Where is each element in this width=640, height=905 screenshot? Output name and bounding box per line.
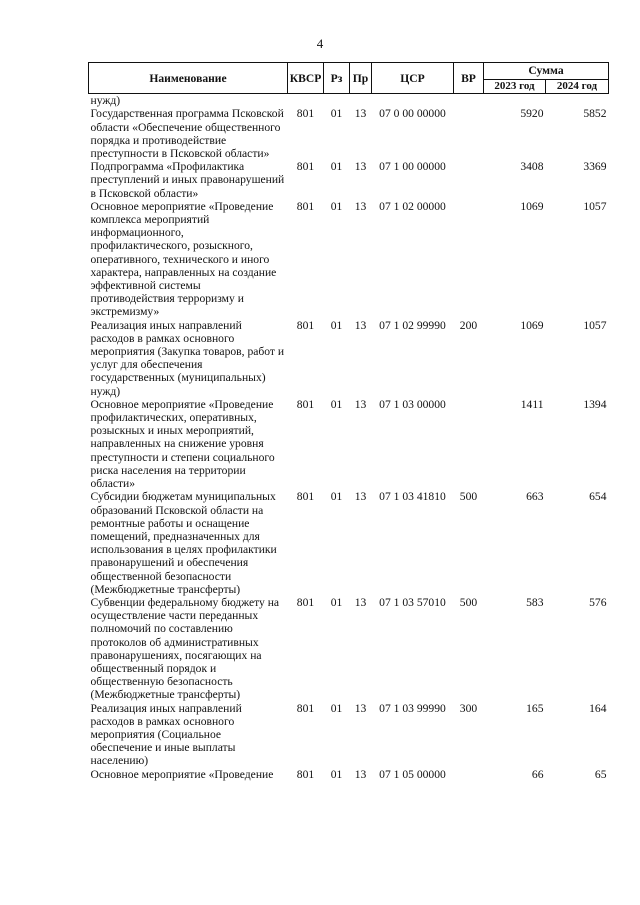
cell-kvsr: 801 bbox=[296, 160, 315, 174]
cell-name: Государственная программа Псковской области «Обеспечение общественного порядка и противодействие преступности в Псковской области» bbox=[90, 107, 284, 161]
cell-kvsr: 801 bbox=[296, 595, 315, 609]
cell-vr: 200 bbox=[459, 318, 478, 332]
table-row bbox=[89, 702, 609, 768]
table-row bbox=[89, 107, 609, 160]
cell-2023: 165 bbox=[526, 701, 544, 715]
header-name: Наименование bbox=[89, 63, 288, 94]
cell-2023: 3408 bbox=[520, 160, 544, 174]
cell-rz: 01 bbox=[330, 199, 343, 213]
table-row bbox=[89, 490, 609, 596]
cell-vr: 300 bbox=[459, 701, 478, 715]
cell-name: Реализация иных направлений расходов в рамках основного мероприятия (Социальное обеспечение и иные выплаты населению) bbox=[90, 701, 242, 768]
header-kvsr: КВСР bbox=[288, 63, 324, 94]
cell-rz: 01 bbox=[330, 107, 343, 121]
cell-2024: 1394 bbox=[583, 397, 607, 411]
table-row bbox=[89, 319, 609, 398]
cell-name: Основное мероприятие «Проведение bbox=[90, 767, 274, 781]
cell-pr: 13 bbox=[354, 767, 367, 781]
header-vr: ВР bbox=[454, 63, 484, 94]
continuation-text: нужд) bbox=[90, 94, 121, 108]
cell-kvsr: 801 bbox=[296, 701, 315, 715]
cell-csr: 07 0 00 00000 bbox=[379, 107, 446, 121]
table-row bbox=[89, 160, 609, 200]
cell-pr: 13 bbox=[354, 595, 367, 609]
cell-csr: 07 1 03 41810 bbox=[379, 490, 446, 504]
page-number: 4 bbox=[316, 36, 324, 51]
header-csr: ЦСР bbox=[372, 63, 454, 94]
cell-2023: 66 bbox=[531, 767, 544, 781]
table-row bbox=[89, 596, 609, 702]
cell-rz: 01 bbox=[330, 490, 343, 504]
cell-vr bbox=[454, 768, 484, 781]
table-header bbox=[89, 63, 609, 94]
cell-2023: 1411 bbox=[520, 397, 544, 411]
cell-2024: 5852 bbox=[583, 107, 607, 121]
cell-pr: 13 bbox=[354, 107, 367, 121]
cell-rz: 01 bbox=[330, 701, 343, 715]
cell-rz: 01 bbox=[330, 595, 343, 609]
cell-name: Подпрограмма «Профилактика преступлений и иных правонарушений в Псковской области» bbox=[90, 160, 285, 200]
cell-kvsr: 801 bbox=[296, 318, 315, 332]
cell-2023: 1069 bbox=[520, 199, 544, 213]
cell-vr: 500 bbox=[459, 595, 478, 609]
cell-csr: 07 1 00 00000 bbox=[379, 160, 446, 174]
header-year-2023: 2023 год bbox=[484, 80, 546, 94]
cell-csr: 07 1 02 99990 bbox=[379, 318, 446, 332]
cell-vr bbox=[454, 200, 484, 319]
cell-kvsr: 801 bbox=[296, 397, 315, 411]
cell-2023: 5920 bbox=[520, 107, 544, 121]
budget-table bbox=[88, 62, 609, 781]
cell-2024: 164 bbox=[589, 701, 607, 715]
cell-name: Реализация иных направлений расходов в рамках основного мероприятия (Закупка товаров, работ и услуг для обеспечения государственных (муниципальных) нужд) bbox=[90, 318, 285, 398]
cell-2023: 1069 bbox=[520, 318, 544, 332]
cell-rz: 01 bbox=[330, 318, 343, 332]
cell-name: Основное мероприятие «Проведение комплекса мероприятий информационного, профилактического, розыскного, оперативного, технического и иного характера, направленных на создание эффективной системы противодействия терроризму и экстремизму» bbox=[90, 199, 277, 319]
header-rz: Рз bbox=[324, 63, 350, 94]
cell-2024: 1057 bbox=[583, 318, 607, 332]
cell-vr bbox=[454, 398, 484, 490]
cell-name: Основное мероприятие «Проведение профилактических, оперативных, розыскных и иных мероприятий, направленных на снижение уровня преступности и степени социального риска населения на территории области» bbox=[90, 397, 275, 491]
header-year-2024: 2024 год bbox=[546, 80, 609, 94]
cell-2024: 1057 bbox=[583, 199, 607, 213]
cell-rz: 01 bbox=[330, 397, 343, 411]
cell-2023: 663 bbox=[526, 490, 544, 504]
cell-pr: 13 bbox=[354, 397, 367, 411]
cell-2024: 65 bbox=[594, 767, 607, 781]
cell-name: Субвенции федеральному бюджету на осуществление части переданных полномочий по составлению протоколов об административных правонарушениях, посягающих на общественный порядок и общественную безопасность (Межбюджетные трансферты) bbox=[90, 595, 280, 702]
cell-pr: 13 bbox=[354, 160, 367, 174]
cell-kvsr: 801 bbox=[296, 767, 315, 781]
cell-pr: 13 bbox=[354, 318, 367, 332]
cell-csr: 07 1 03 00000 bbox=[379, 397, 446, 411]
table-row bbox=[89, 398, 609, 490]
cell-2024: 654 bbox=[589, 490, 607, 504]
cell-2024: 3369 bbox=[583, 160, 607, 174]
cell-rz: 01 bbox=[330, 160, 343, 174]
table-body bbox=[89, 94, 609, 781]
cell-kvsr: 801 bbox=[296, 490, 315, 504]
cell-csr: 07 1 03 99990 bbox=[379, 701, 446, 715]
table-row bbox=[89, 200, 609, 319]
cell-csr: 07 1 05 00000 bbox=[379, 767, 446, 781]
cell-pr: 13 bbox=[354, 490, 367, 504]
cell-vr bbox=[454, 107, 484, 160]
table-row bbox=[89, 768, 609, 781]
cell-vr bbox=[454, 160, 484, 200]
continuation-row bbox=[89, 94, 609, 108]
cell-name: Субсидии бюджетам муниципальных образований Псковской области на ремонтные работы и оснащение помещений, предназначенных для использования в целях профилактики правонарушений и обеспечения общественной безопасности (Межбюджетные трансферты) bbox=[90, 490, 277, 596]
header-pr: Пр bbox=[350, 63, 372, 94]
cell-kvsr: 801 bbox=[296, 199, 315, 213]
header-sum: Сумма bbox=[484, 63, 609, 80]
cell-vr: 500 bbox=[459, 490, 478, 504]
cell-kvsr: 801 bbox=[296, 107, 315, 121]
cell-csr: 07 1 02 00000 bbox=[379, 199, 446, 213]
cell-pr: 13 bbox=[354, 701, 367, 715]
cell-rz: 01 bbox=[330, 767, 343, 781]
cell-2024: 576 bbox=[589, 595, 607, 609]
cell-csr: 07 1 03 57010 bbox=[379, 595, 446, 609]
cell-2023: 583 bbox=[526, 595, 544, 609]
cell-pr: 13 bbox=[354, 199, 367, 213]
